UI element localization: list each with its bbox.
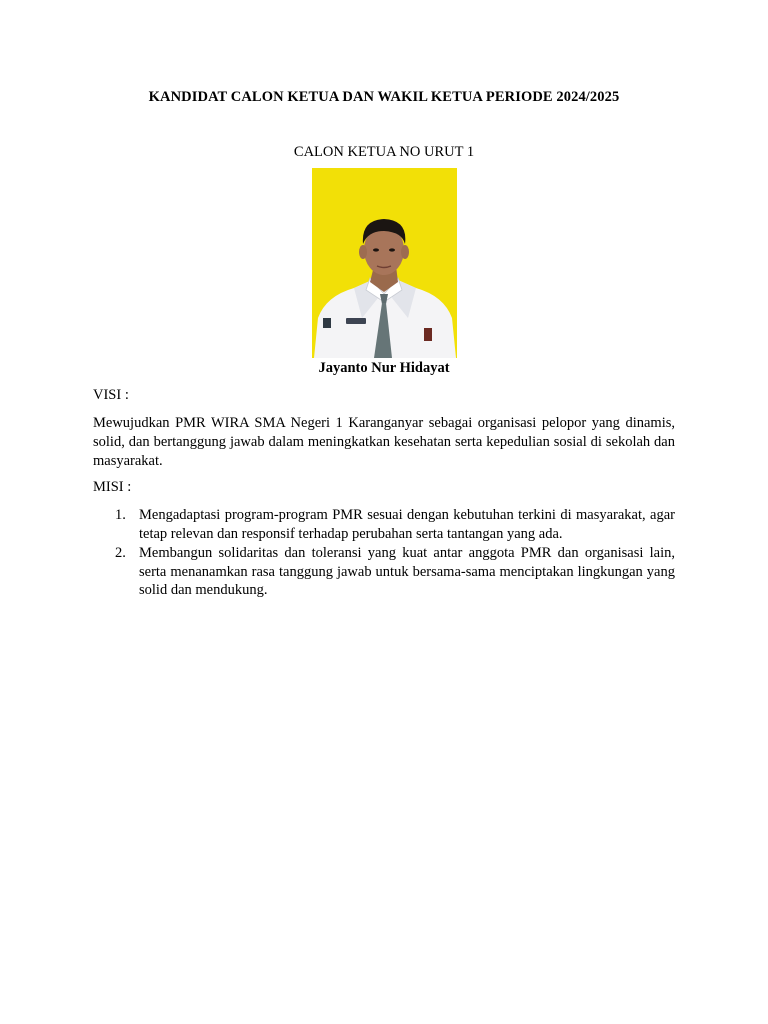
- misi-item-number: 2.: [115, 545, 126, 561]
- misi-list: [93, 506, 675, 601]
- misi-item-number: 1.: [115, 507, 126, 523]
- misi-item-2: [93, 544, 675, 600]
- document-title: KANDIDAT CALON KETUA DAN WAKIL KETUA PERIODE 2024/2025: [148, 89, 620, 105]
- visi-text: Mewujudkan PMR WIRA SMA Negeri 1 Karanganyar sebagai organisasi pelopor yang dinamis, solid, dan bertanggung jawab dalam meningkatkan kesehatan serta kepedulian sosial di sekolah dan masyarakat.: [93, 415, 675, 469]
- candidate-name: Jayanto Nur Hidayat: [318, 360, 450, 376]
- candidate-portrait-image: [312, 168, 457, 358]
- misi-heading: MISI :: [93, 479, 132, 495]
- misi-item-text: Membangun solidaritas dan toleransi yang kuat antar anggota PMR dan organisasi lain, serta menanamkan rasa tanggung jawab untuk bersama-sama menciptakan lingkungan yang solid dan mendukung.: [139, 545, 675, 598]
- candidate-number: CALON KETUA NO URUT 1: [293, 144, 475, 160]
- candidate-photo: [312, 168, 457, 358]
- misi-item-text: Mengadaptasi program-program PMR sesuai dengan kebutuhan terkini di masyarakat, agar tetap relevan dan responsif terhadap perubahan serta tantangan yang ada.: [139, 507, 675, 542]
- misi-item-1: [93, 506, 675, 543]
- visi-heading: VISI :: [93, 387, 129, 403]
